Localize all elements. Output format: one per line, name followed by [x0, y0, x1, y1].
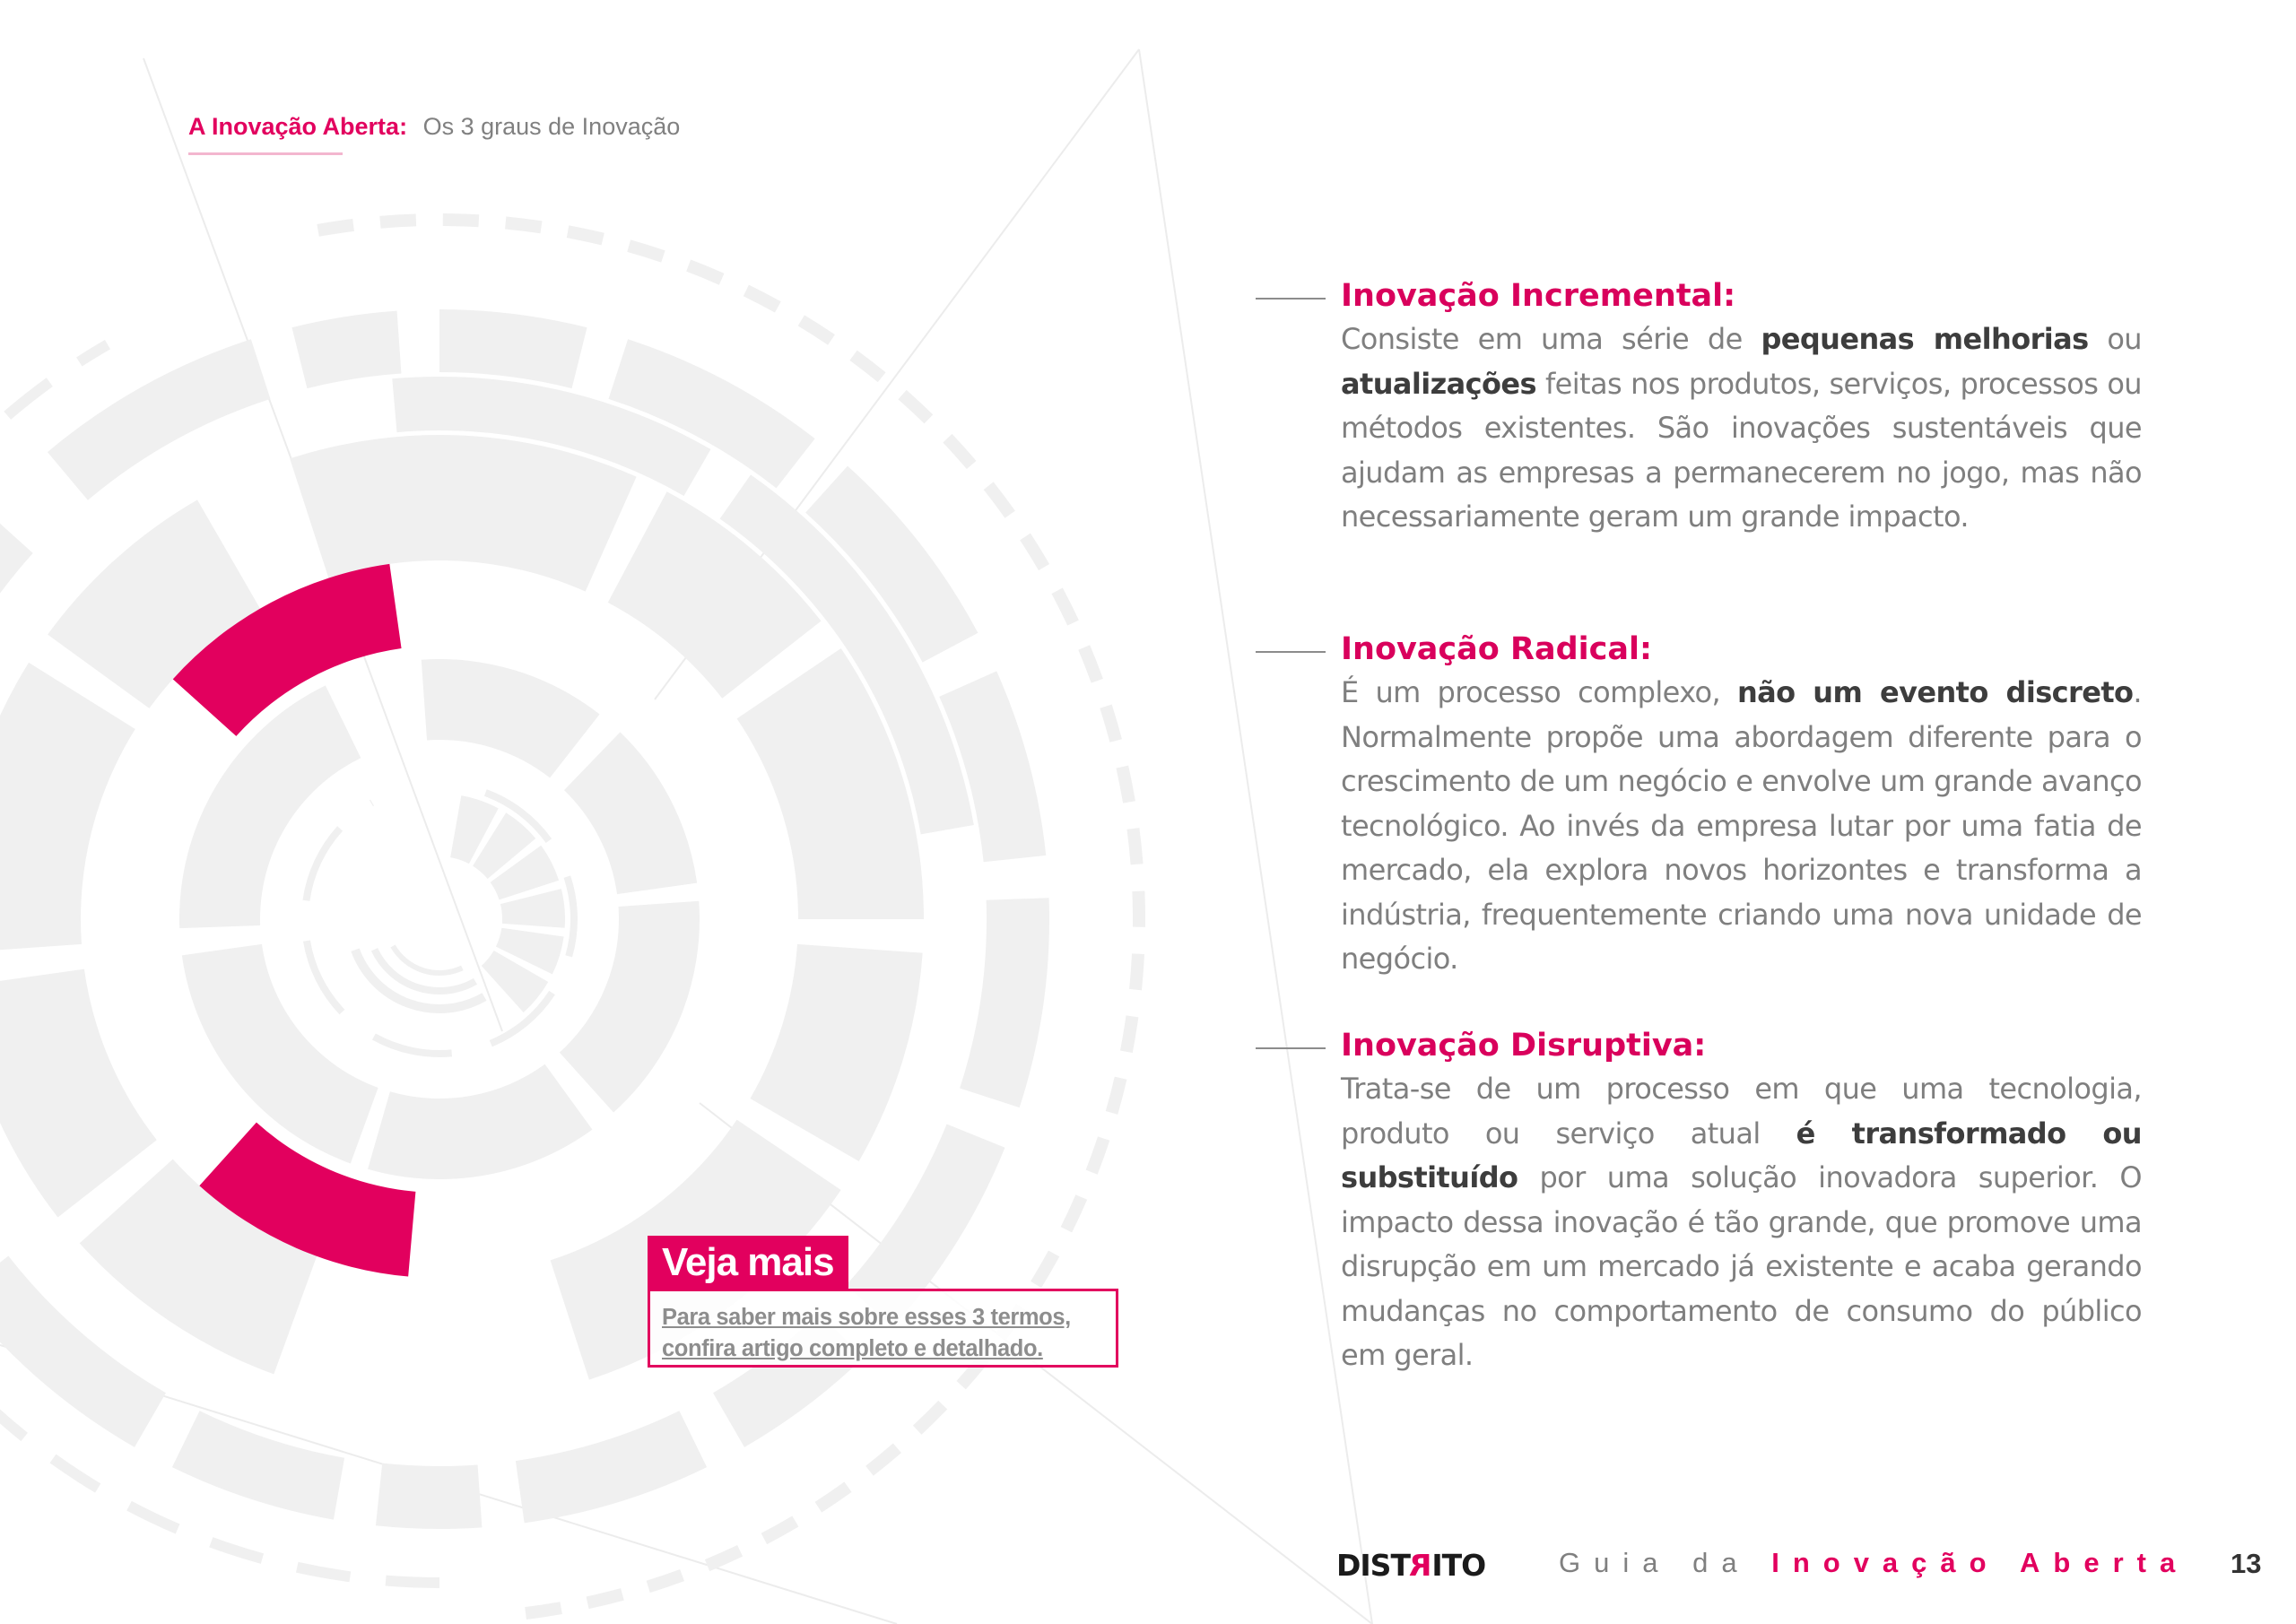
middle-ring-segment — [750, 944, 922, 1161]
inner-ring-segment — [564, 732, 697, 894]
see-more-box — [648, 1289, 1118, 1368]
section-dash — [1256, 651, 1326, 653]
body-text: É um processo complexo, — [1341, 675, 1737, 709]
section-body — [1341, 671, 2142, 982]
body-text: feitas nos produtos, serviços, processos ou métodos existentes. São inovações sustentáveis que ajudam as empresas a permanecerem no jogo, mas não necessariamente geram um grande impacto. — [1341, 366, 2142, 534]
inner-ring-segment — [179, 685, 361, 928]
middle-ring-segment — [0, 663, 135, 953]
logo-text-start: DIST — [1336, 1548, 1410, 1583]
breadcrumb-underline — [188, 152, 343, 155]
inner-ring-segment — [422, 659, 600, 777]
middle-ring-segment — [290, 435, 637, 592]
outer-ring-segment — [516, 1411, 707, 1523]
section-incremental — [1341, 274, 2142, 540]
section-dash — [1256, 1047, 1326, 1049]
article-link-line-1[interactable]: Para saber mais sobre esses 3 termos, — [662, 1305, 1071, 1330]
section-radical — [1341, 628, 2142, 982]
see-more-title: Veja mais — [648, 1236, 848, 1289]
body-text: . Normalmente propõe uma abordagem diferente para o crescimento de um negócio e envolve um grande avanço tecnológico. Ao invés da empresa lutar por uma fatia de mercado, ela explora novos horizontes e transforma a indústria, frequentemente criando uma nova unidade de negócio. — [1341, 675, 2142, 976]
guide-title — [1559, 1547, 2188, 1579]
outer-ring-segment — [960, 898, 1049, 1107]
inner-ring-segment — [560, 901, 700, 1113]
core-arc — [393, 946, 462, 973]
emphasis-text: não um evento discreto — [1736, 675, 2134, 709]
breadcrumb-section: A Inovação Aberta: — [188, 113, 408, 140]
logo-mirrored-r: R — [1409, 1548, 1432, 1583]
outer-ring-segment — [376, 1463, 483, 1529]
inner-ring-segment — [182, 944, 378, 1164]
body-text: Trata-se de um processo em que uma tecnologia, produto ou serviço atual — [1341, 1072, 2142, 1151]
section-body — [1341, 317, 2142, 540]
guide-line — [1139, 49, 1372, 1624]
middle-ring-segment — [0, 969, 157, 1218]
page-number: 13 — [2231, 1548, 2262, 1579]
outer-ring-segment — [439, 309, 587, 388]
section-title: Inovação Radical: — [1341, 631, 1652, 667]
guide-title-prefix: Guia da — [1559, 1547, 1751, 1578]
breadcrumb — [188, 113, 680, 141]
core-arc — [355, 950, 484, 1009]
section-dash — [1256, 298, 1326, 300]
emphasis-text: pequenas melhorias — [1761, 322, 2089, 356]
section-title: Inovação Incremental: — [1341, 278, 1736, 314]
logo-text-end: ITO — [1431, 1548, 1486, 1583]
section-disruptive — [1341, 1024, 2142, 1378]
outer-ring-segment — [291, 311, 401, 388]
body-text: por uma solução inovadora superior. O impacto dessa inovação é tão grande, que promove uma disrupção em um mercado já existente e acaba gerando mudanças no comportamento de consumo do público em geral. — [1341, 1160, 2142, 1372]
body-text: Consiste em uma série de — [1341, 322, 1761, 356]
emphasis-text: atualizações — [1341, 366, 1536, 401]
guide-title-highlight: Inovação Aberta — [1771, 1547, 2189, 1578]
section-body — [1341, 1067, 2142, 1378]
inner-ring-segment — [368, 1064, 592, 1179]
outer-ring-segment — [172, 1411, 344, 1519]
article-link-line-2[interactable]: confira artigo completo e detalhado. — [662, 1336, 1043, 1361]
breadcrumb-page-title: Os 3 graus de Inovação — [422, 113, 681, 140]
body-text: ou — [2088, 322, 2142, 356]
emphasis-text: é transformado ou substituído — [1341, 1116, 2142, 1194]
section-title: Inovação Disruptiva: — [1341, 1028, 1707, 1064]
distrito-logo — [1336, 1548, 1485, 1583]
